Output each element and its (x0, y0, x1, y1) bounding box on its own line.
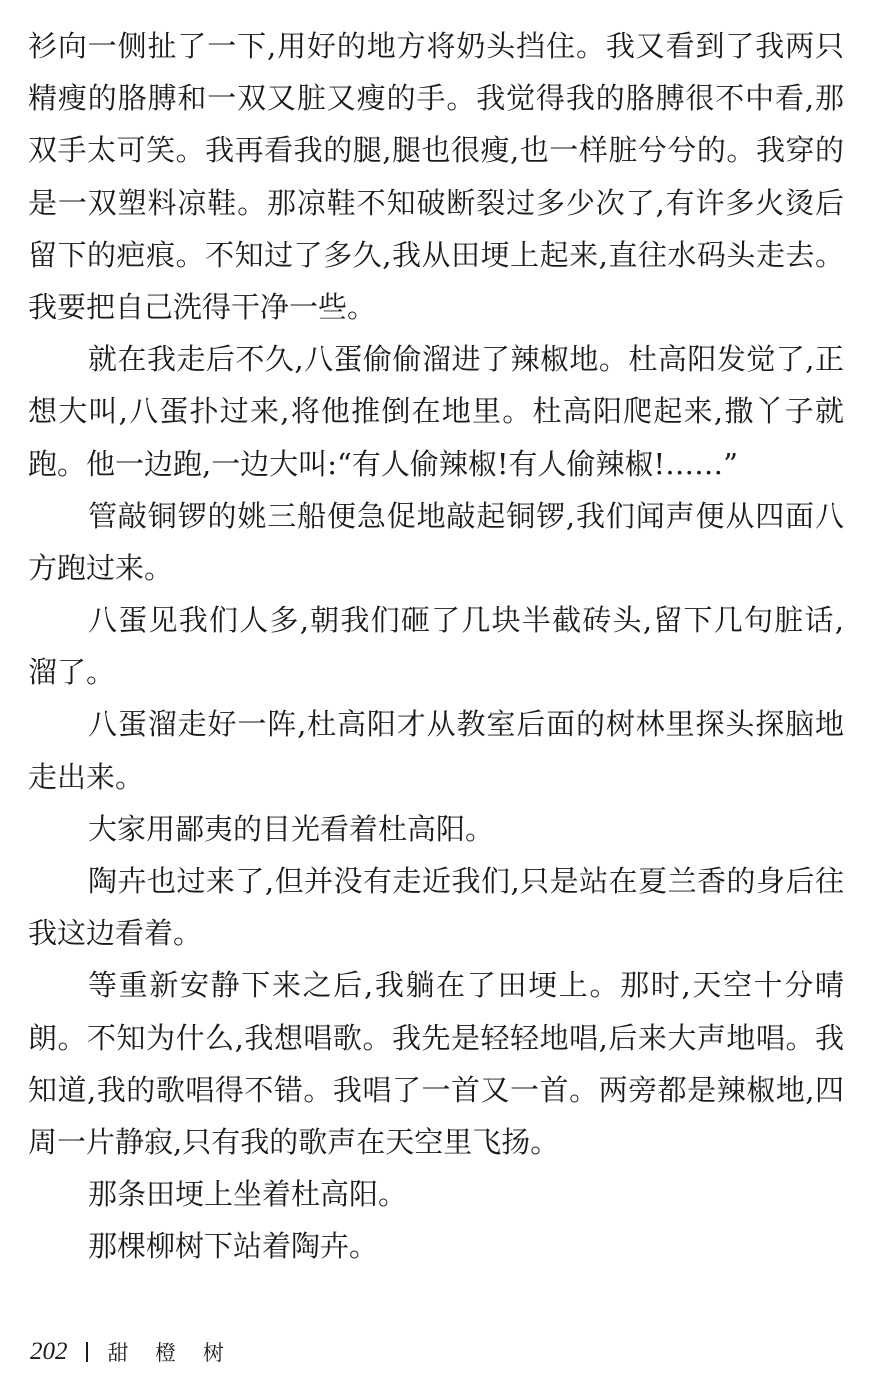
text-line: 跑。他一边跑,一边大叫:“有人偷辣椒!有人偷辣椒!……” (28, 446, 738, 481)
text-line: 知道,我的歌唱得不错。我唱了一首又一首。两旁都是辣椒地,四 (28, 1072, 844, 1107)
text-line: 想大叫,八蛋扑过来,将他推倒在地里。杜高阳爬起来,撒丫子就 (28, 394, 844, 429)
paragraph (28, 490, 844, 594)
text-line: 大家用鄙夷的目光看着杜高阳。 (88, 811, 495, 846)
paragraph (28, 333, 844, 490)
paragraph (28, 1168, 844, 1220)
text-line: 精瘦的胳膊和一双又脏又瘦的手。我觉得我的胳膊很不中看,那 (28, 81, 844, 116)
text-line: 等重新安静下来之后,我躺在了田埂上。那时,天空十分晴 (88, 968, 844, 1003)
text-line: 那棵柳树下站着陶卉。 (88, 1229, 379, 1264)
paragraph (28, 803, 844, 855)
page-footer (30, 1332, 234, 1372)
text-line: 陶卉也过来了,但并没有走近我们,只是站在夏兰香的身后往 (88, 864, 844, 898)
paragraph (28, 855, 844, 959)
paragraph (28, 20, 844, 333)
page-body (28, 20, 844, 1273)
text-line: 周一片静寂,只有我的歌声在天空里飞扬。 (28, 1124, 560, 1159)
text-line: 是一双塑料凉鞋。那凉鞋不知破断裂过多少次了,有许多火烫后 (28, 185, 844, 220)
footer-divider (86, 1342, 88, 1362)
paragraph (28, 959, 844, 1168)
text-line: 朗。不知为什么,我想唱歌。我先是轻轻地唱,后来大声地唱。我 (28, 1020, 844, 1055)
text-line: 管敲铜锣的姚三船便急促地敲起铜锣,我们闻声便从四面八 (88, 498, 844, 533)
page-number: 202 (30, 1338, 68, 1365)
paragraph (28, 594, 844, 698)
text-line: 我这边看着。 (28, 916, 203, 951)
text-line: 八蛋溜走好一阵,杜高阳才从教室后面的树林里探头探脑地 (88, 707, 844, 742)
text-line: 八蛋见我们人多,朝我们砸了几块半截砖头,留下几句脏话, (88, 603, 844, 638)
text-line: 溜了。 (28, 655, 116, 690)
text-line: 方跑过来。 (28, 550, 174, 585)
text-line: 双手太可笑。我再看我的腿,腿也很瘦,也一样脏兮兮的。我穿的 (28, 133, 844, 168)
text-line: 我要把自己洗得干净一些。 (28, 289, 377, 324)
text-line: 就在我走后不久,八蛋偷偷溜进了辣椒地。杜高阳发觉了,正 (88, 342, 844, 377)
text-line: 走出来。 (28, 759, 145, 794)
text-line: 衫向一侧扯了一下,用好的地方将奶头挡住。我又看到了我两只 (28, 29, 844, 63)
text-line: 那条田埂上坐着杜高阳。 (88, 1177, 408, 1212)
paragraph (28, 1220, 844, 1272)
book-title: 甜 橙 树 (107, 1341, 234, 1365)
text-line: 留下的疤痕。不知过了多久,我从田埂上起来,直往水码头走去。 (28, 237, 844, 272)
paragraph (28, 698, 844, 802)
